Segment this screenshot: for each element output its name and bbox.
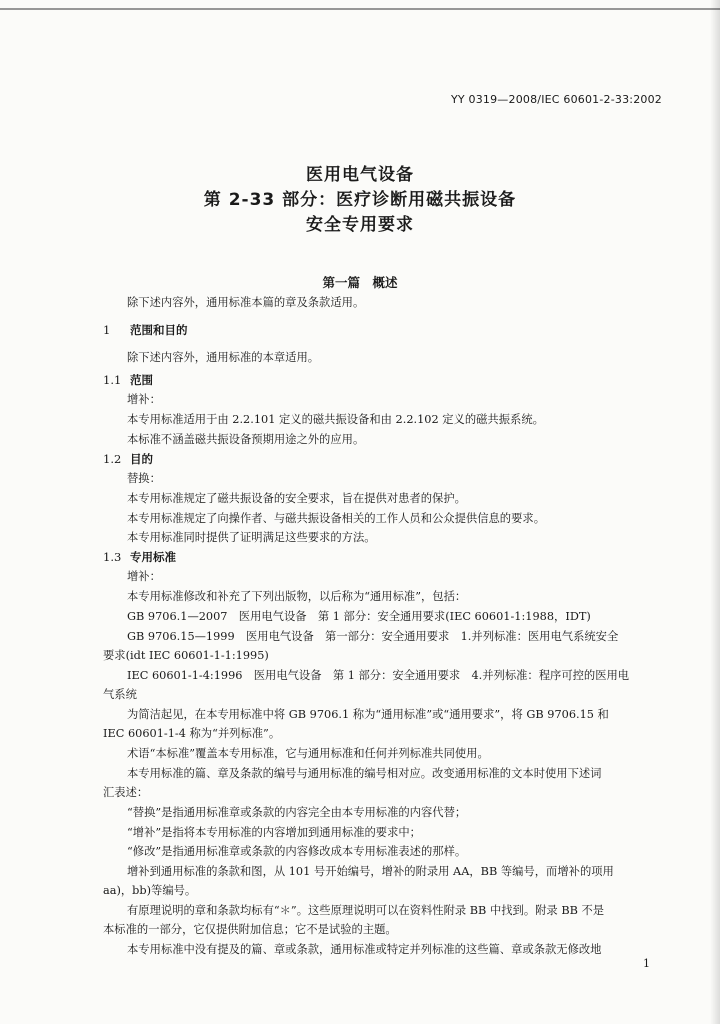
paragraph: 术语“本标准”覆盖本专用标准，它与通用标准和任何并列标准共同使用。 (127, 747, 489, 760)
document-title-line1: 医用电气设备 (306, 165, 414, 185)
paragraph: 本专用标准适用于由 2.2.101 定义的磁共振设备和由 2.2.102 定义的磁共振系统。 (127, 413, 544, 426)
section-1-heading (103, 322, 188, 338)
paragraph: 本标准不涵盖磁共振设备预期用途之外的应用。 (127, 433, 365, 446)
standard-code: YY 0319—2008/IEC 60601-2-33:2002 (450, 93, 662, 106)
paragraph-cont: 汇表述： (103, 786, 149, 799)
section-title: 专用标准 (130, 550, 176, 564)
paragraph: 本专用标准的篇、章及条款的编号与通用标准的编号相对应。改变通用标准的文本时使用下述词 (127, 767, 602, 780)
paragraph: 为简洁起见，在本专用标准中将 GB 9706.1 称为“通用标准”或“通用要求”，将 GB 9706.15 和 (127, 708, 609, 721)
section-1-3-heading (103, 549, 176, 565)
paragraph: “修改”是指通用标准章或条款的内容修改成本专用标准表述的那样。 (127, 845, 467, 858)
paragraph: 本专用标准修改和补充了下列出版物，以后称为“通用标准”，包括： (127, 590, 467, 603)
paragraph-cont: IEC 60601-1-4 称为“并列标准”。 (103, 727, 281, 740)
document-title-line2: 第 2-33 部分：医疗诊断用磁共振设备 (203, 190, 517, 210)
paragraph: 增补： (127, 570, 161, 583)
section-1-2-heading (103, 451, 153, 467)
paragraph: 替换： (127, 472, 161, 485)
paragraph: 本专用标准同时提供了证明满足这些要求的方法。 (127, 531, 376, 544)
page-number: 1 (643, 957, 650, 970)
reference-line-cont: 要求(idt IEC 60601-1-1:1995) (103, 649, 269, 662)
scan-artifact-edge (710, 0, 720, 1024)
paragraph-cont: 本标准的一部分，它仅提供附加信息；它不是试验的主题。 (103, 923, 397, 936)
reference-line: GB 9706.1—2007 医用电气设备 第 1 部分：安全通用要求(IEC 60601-1:1988，IDT) (127, 610, 591, 623)
reference-line: GB 9706.15—1999 医用电气设备 第一部分：安全通用要求 1.并列标准：医用电气系统安全 (127, 630, 619, 643)
section-1-1-heading (103, 372, 153, 388)
paragraph: 除下述内容外，通用标准的本章适用。 (127, 351, 320, 364)
paragraph: 有原理说明的章和条款均标有“＊”。这些原理说明可以在资料性附录 BB 中找到。附录 BB 不是 (127, 904, 605, 917)
part-intro: 除下述内容外，通用标准本篇的章及条款适用。 (127, 296, 365, 309)
reference-line-cont: 气系统 (103, 688, 137, 701)
section-number: 1.1 (103, 373, 122, 387)
section-number: 1 (103, 323, 111, 337)
paragraph: 本专用标准规定了磁共振设备的安全要求，旨在提供对患者的保护。 (127, 492, 466, 505)
paragraph: “增补”是指将本专用标准的内容增加到通用标准的要求中； (127, 826, 421, 839)
paragraph: 本专用标准中没有提及的篇、章或条款，通用标准或特定并列标准的这些篇、章或条款无修改地 (127, 943, 602, 956)
paragraph: 本专用标准规定了向操作者、与磁共振设备相关的工作人员和公众提供信息的要求。 (127, 512, 545, 525)
section-number: 1.2 (103, 452, 122, 466)
paragraph: “替换”是指通用标准章或条款的内容完全由本专用标准的内容代替； (127, 806, 467, 819)
reference-line: IEC 60601-1-4:1996 医用电气设备 第 1 部分：安全通用要求 4.并列标准：程序可控的医用电 (127, 669, 630, 682)
section-title: 范围 (130, 373, 153, 387)
section-title: 范围和目的 (130, 323, 188, 337)
scan-artifact-line (0, 8, 720, 10)
document-title-line3: 安全专用要求 (306, 215, 414, 235)
paragraph: 增补： (127, 393, 161, 406)
section-number: 1.3 (103, 550, 122, 564)
paragraph: 增补到通用标准的条款和图，从 101 号开始编号，增补的附录用 AA，BB 等编号，而增补的项用 (127, 865, 614, 878)
section-title: 目的 (130, 452, 153, 466)
paragraph-cont: aa)，bb)等编号。 (103, 884, 197, 897)
part-heading: 第一篇 概述 (322, 275, 398, 290)
